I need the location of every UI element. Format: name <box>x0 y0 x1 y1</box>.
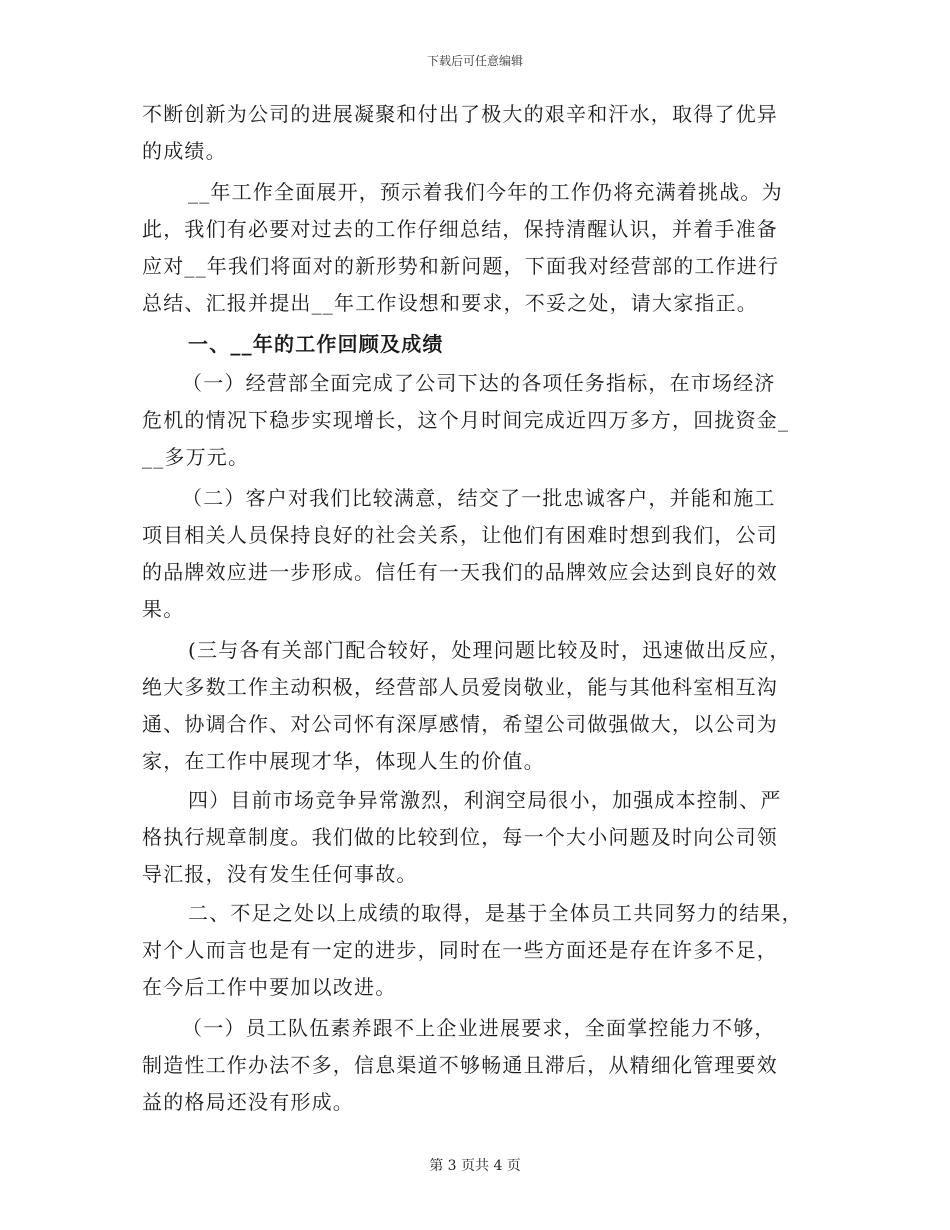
paragraph-line: 四）目前市场竞争异常激烈，利润空局很小，加强成本控制、严 <box>188 788 782 812</box>
paragraph-line: 对个人而言也是有一定的进步，同时在一些方面还是存在许多不足， <box>142 938 778 962</box>
paragraph-line: 通、协调合作、对公司怀有深厚感情，希望公司做强做大，以公司为 <box>142 712 778 736</box>
paragraph-line: 导汇报，没有发生任何事故。 <box>142 862 418 886</box>
paragraph-line: 总结、汇报并提出__年工作设想和要求，不妥之处，请大家指正。 <box>142 291 758 315</box>
paragraph-line: 果。 <box>142 597 185 621</box>
paragraph-line: （一）员工队伍素养跟不上企业进展要求，全面掌控能力不够， <box>182 1016 776 1040</box>
document-body <box>142 96 812 1121</box>
paragraph-line: 绝大多数工作主动积极，经营部人员爱岗敬业，能与其他科室相互沟 <box>142 675 778 699</box>
paragraph-line: (三与各有关部门配合较好，处理问题比较及时，迅速做出反应， <box>188 638 791 662</box>
paragraph-line: 的品牌效应进一步形成。信任有一天我们的品牌效应会达到良好的效 <box>142 560 778 584</box>
paragraph-line: __多万元。 <box>142 445 250 469</box>
paragraph-line: 益的格局还没有形成。 <box>142 1090 354 1114</box>
page-header: 下载后可任意编辑 <box>426 54 523 68</box>
paragraph-line: 制造性工作办法不多，信息渠道不够畅通且滞后，从精细化管理要效 <box>142 1053 778 1077</box>
paragraph-line: 应对__年我们将面对的新形势和新问题，下面我对经营部的工作进行 <box>142 254 780 278</box>
paragraph-line: 家，在工作中展现才华，体现人生的价值。 <box>142 749 545 773</box>
paragraph-line: 危机的情况下稳步实现增长，这个月时间完成近四万多方，回拢资金_ <box>142 408 790 432</box>
section-heading: 一、__年的工作回顾及成绩 <box>188 332 444 356</box>
paragraph-line: 项目相关人员保持良好的社会关系，让他们有困难时想到我们，公司 <box>142 523 778 547</box>
page-footer: 第 3 页共 4 页 <box>429 1158 521 1174</box>
paragraph-line: 二、不足之处以上成绩的取得，是基于全体员工共同努力的结果， <box>188 901 803 925</box>
paragraph-line: 格执行规章制度。我们做的比较到位，每一个大小问题及时向公司领 <box>142 825 778 849</box>
paragraph-line: 此，我们有必要对过去的工作仔细总结，保持清醒认识，并着手准备 <box>142 217 778 241</box>
paragraph-line: 在今后工作中要加以改进。 <box>142 975 397 999</box>
paragraph-line: （一）经营部全面完成了公司下达的各项任务指标，在市场经济 <box>182 371 776 395</box>
paragraph-line: __年工作全面展开，预示着我们今年的工作仍将充满着挑战。为 <box>188 180 783 204</box>
paragraph-line: 不断创新为公司的进展凝聚和付出了极大的艰辛和汗水，取得了优异 <box>142 102 778 126</box>
paragraph-line: （二）客户对我们比较满意，结交了一批忠诚客户，并能和施工 <box>182 486 776 510</box>
paragraph-line: 的成绩。 <box>142 139 227 163</box>
